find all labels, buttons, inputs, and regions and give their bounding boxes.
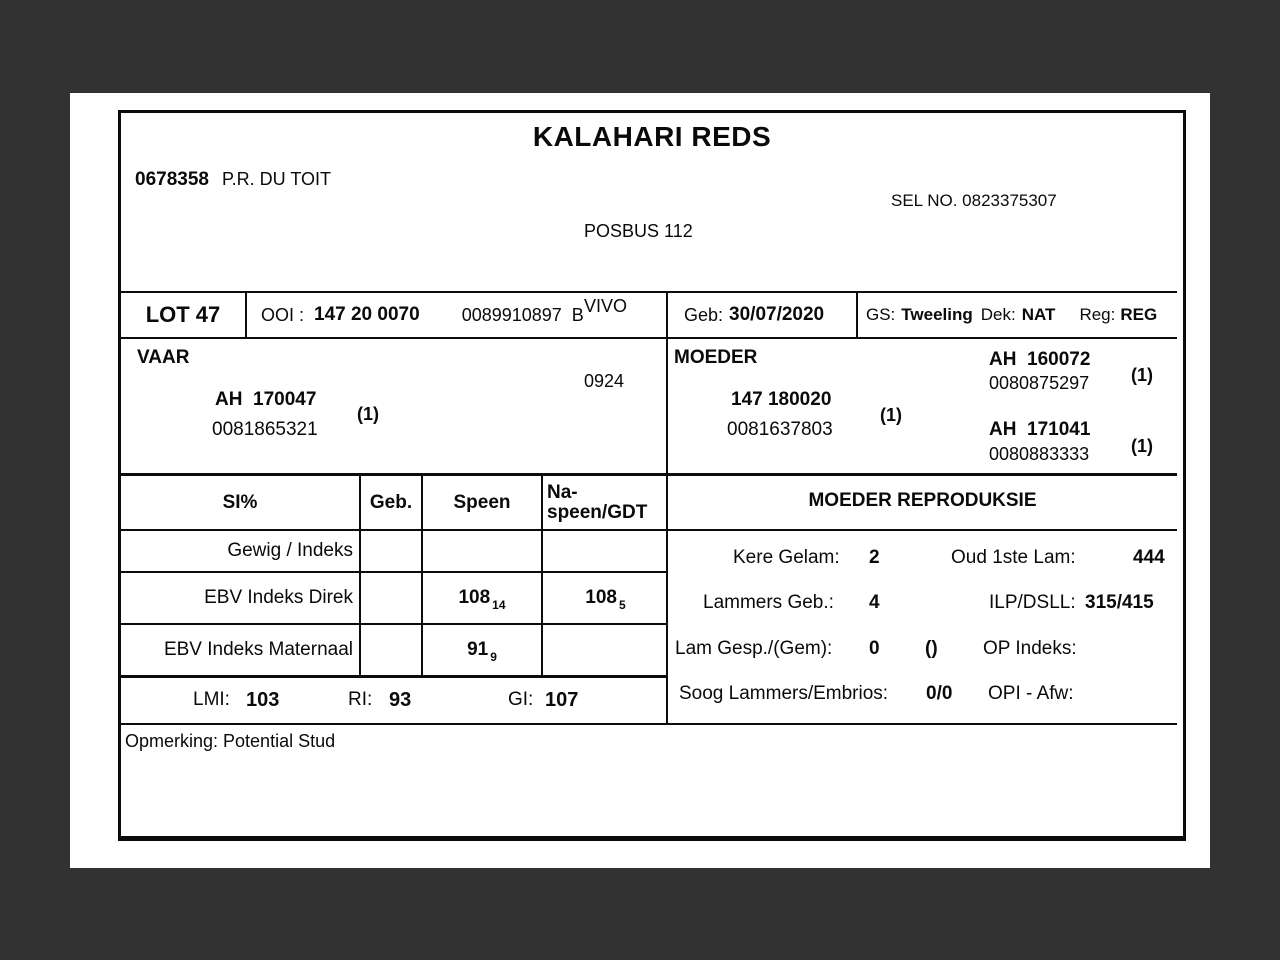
gs-label: GS:	[866, 305, 896, 324]
ebv-cell-empty	[423, 531, 543, 573]
lot-row	[121, 291, 1177, 339]
soog-lammers-value: 0/0	[926, 683, 953, 704]
lam-gesp-label: Lam Gesp./(Gem):	[675, 638, 833, 659]
ri-label: RI:	[348, 689, 373, 710]
vaar-id: 0081865321	[212, 419, 318, 440]
dam-sire-tag: AH 160072	[989, 349, 1091, 370]
moeder-heading: MOEDER	[674, 347, 758, 368]
gi-label: GI:	[508, 689, 534, 710]
ebv-cell-empty	[543, 531, 668, 573]
ebv-value-number: 108	[458, 587, 491, 608]
moeder-count: (1)	[880, 405, 902, 425]
ebv-value-direk-naspeen	[543, 573, 668, 625]
reg-value: REG	[1120, 305, 1158, 324]
catalog-card	[118, 110, 1186, 841]
ebv-value-subscript: 5	[619, 598, 626, 612]
ebv-col-header-geb: Geb.	[361, 476, 423, 531]
geb-label: Geb:	[684, 304, 724, 325]
geb-cell	[668, 293, 858, 337]
moeder-tag: 147 180020	[731, 389, 832, 410]
ebv-value-subscript: 9	[490, 650, 497, 664]
lammers-geb-value: 4	[869, 592, 880, 613]
ilp-dsll-value: 315/415	[1085, 592, 1154, 613]
gs-cell	[858, 293, 1177, 337]
ebv-row-label-maternaal: EBV Indeks Maternaal	[121, 625, 361, 675]
ebv-row-label-direk: EBV Indeks Direk	[121, 573, 361, 625]
vaar-tag: AH 170047	[215, 389, 317, 410]
lmi-label: LMI:	[193, 689, 230, 710]
moeder-id: 0081637803	[727, 419, 833, 440]
breeder-number: 0678358	[135, 169, 209, 190]
reproduksie-heading-divider	[668, 529, 1177, 531]
ebv-value-number: 108	[585, 587, 617, 608]
reg-label: Reg:	[1079, 305, 1116, 324]
vaar-count: (1)	[357, 404, 379, 424]
ebv-row-label-gewig: Gewig / Indeks	[121, 531, 361, 573]
ebv-table	[121, 476, 668, 678]
dam-dam-id: 0080883333	[989, 444, 1090, 464]
ebv-cell-empty	[361, 531, 423, 573]
ebv-value-subscript: 14	[492, 598, 506, 612]
cell-number: SEL NO. 0823375307	[891, 191, 1057, 210]
ebv-col-header-speen: Speen	[423, 476, 543, 531]
ooi-label: OOI :	[261, 304, 305, 325]
ebv-value-direk-speen	[423, 573, 543, 625]
soog-lammers-label: Soog Lammers/Embrios:	[679, 683, 889, 704]
geb-date: 30/07/2020	[729, 304, 825, 325]
kere-gelam-label: Kere Gelam:	[733, 547, 840, 568]
lam-gesp-value: 0	[869, 638, 880, 659]
lot-number-cell: LOT 47	[121, 293, 247, 337]
ebv-col-header-naspeen: Na-speen/GDT	[543, 476, 668, 531]
ooi-tag: 147 20 0070	[314, 304, 420, 325]
dam-sire-count: (1)	[1131, 365, 1153, 385]
oud-1ste-lam-value: 444	[1133, 547, 1165, 568]
address-line: POSBUS 112	[584, 221, 693, 241]
dam-dam-count: (1)	[1131, 436, 1153, 456]
document-page	[70, 93, 1210, 868]
breeder-line	[135, 169, 331, 192]
vaar-heading: VAAR	[137, 347, 190, 368]
dam-sire-id: 0080875297	[989, 373, 1090, 393]
oud-1ste-lam-label: Oud 1ste Lam:	[951, 547, 1076, 568]
op-indeks-label: OP Indeks:	[983, 638, 1077, 659]
bottom-divider	[121, 723, 1177, 725]
ebv-cell-empty	[361, 573, 423, 625]
page-title: KALAHARI REDS	[532, 121, 772, 152]
opmerking-text: Opmerking: Potential Stud	[125, 731, 336, 751]
dam-dam-tag: AH 171041	[989, 419, 1091, 440]
lam-gesp-gem: ()	[925, 638, 938, 659]
address-line: VIVO	[584, 296, 628, 316]
ooi-cell	[247, 293, 668, 337]
lmi-value: 103	[246, 689, 280, 711]
kere-gelam-value: 2	[869, 547, 880, 568]
ri-value: 93	[389, 689, 412, 711]
ebv-cell-empty	[543, 625, 668, 675]
reproduksie-heading: MOEDER REPRODUKSIE	[808, 490, 1037, 511]
ebv-col-header-si: SI%	[121, 476, 361, 531]
ebv-value-number: 91	[467, 639, 489, 660]
dek-value: NAT	[1021, 305, 1056, 324]
lammers-geb-label: Lammers Geb.:	[703, 592, 834, 613]
address-line: 0924	[584, 371, 625, 391]
gi-value: 107	[545, 689, 579, 711]
ebv-cell-empty	[361, 625, 423, 675]
dek-label: Dek:	[980, 305, 1016, 324]
opi-afw-label: OPI - Afw:	[988, 683, 1074, 704]
ebv-value-maternaal-speen	[423, 625, 543, 675]
breeder-name: P.R. DU TOIT	[221, 169, 331, 189]
gs-value: Tweeling	[901, 305, 973, 324]
ilp-dsll-label: ILP/DSLL:	[989, 592, 1076, 613]
ooi-id: 0089910897 B	[461, 304, 584, 325]
